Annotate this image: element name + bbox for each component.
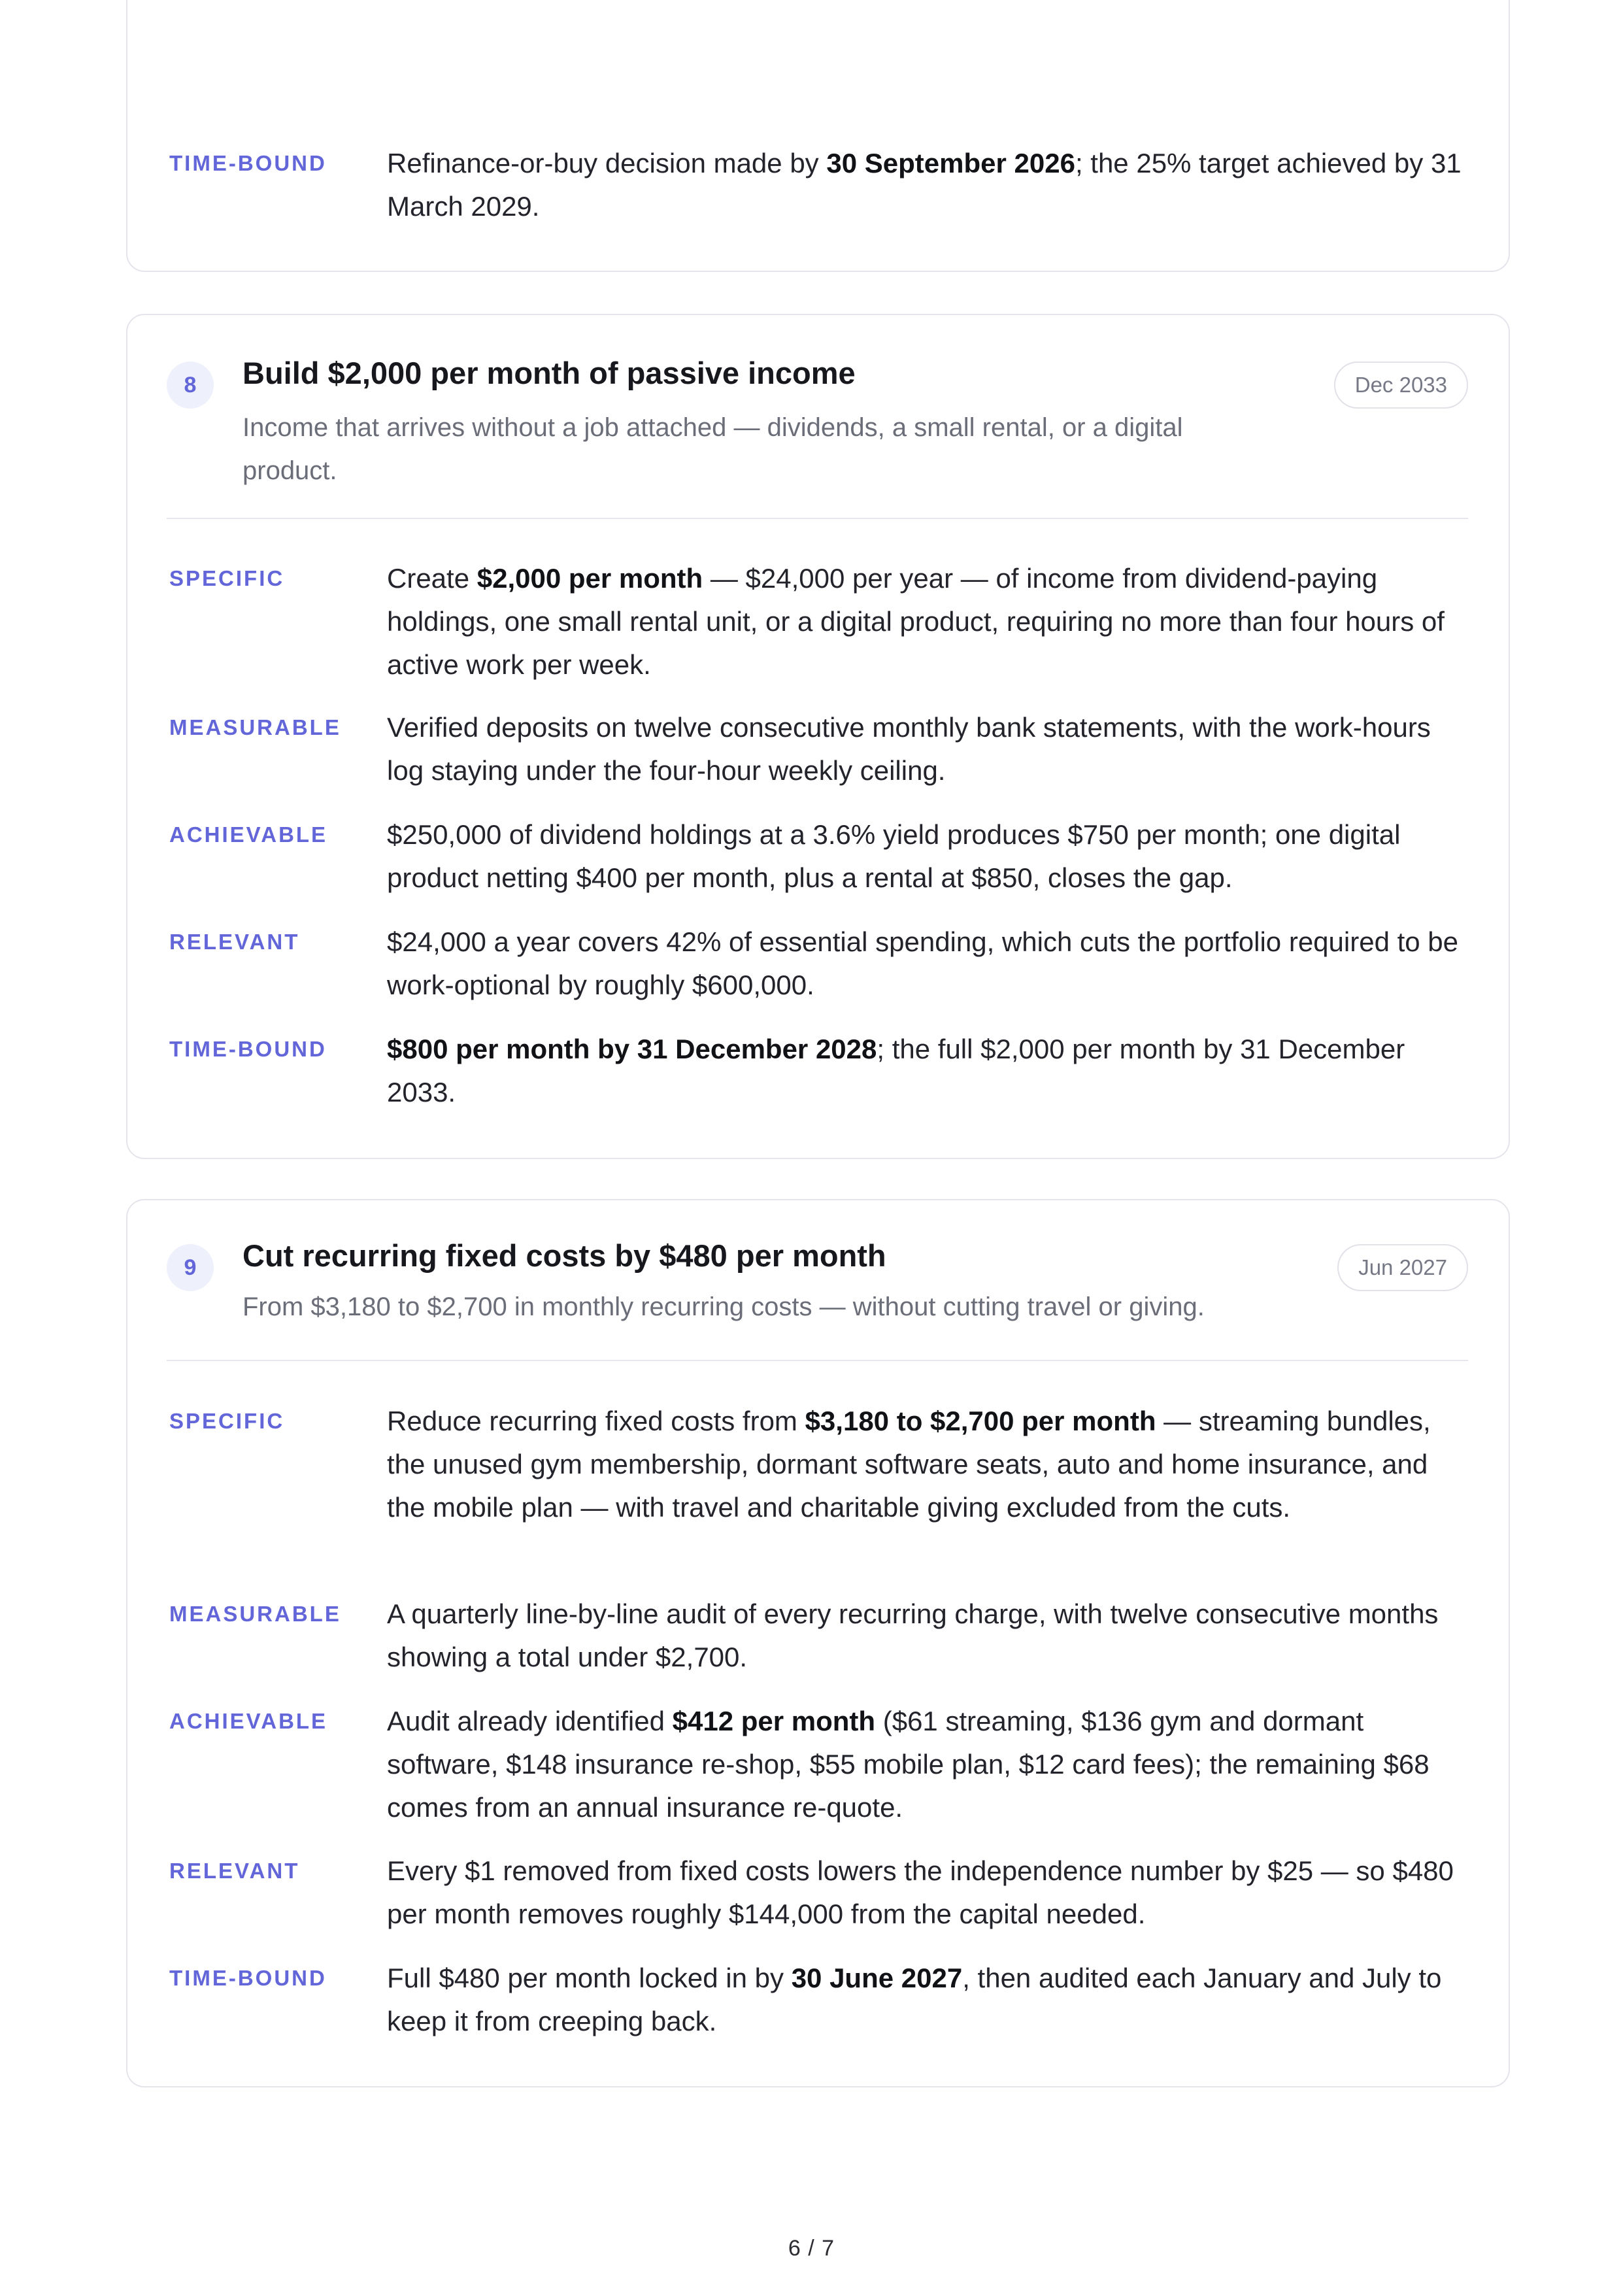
target-date-badge: Jun 2027 — [1337, 1244, 1468, 1291]
goal-number-badge: 8 — [167, 362, 214, 409]
row-text-plain: ; the 25% target achieved by 31 March 2029. — [387, 148, 1462, 222]
row-text — [387, 813, 1468, 900]
goal-title: Cut recurring fixed costs by $480 per month — [243, 1238, 886, 1273]
divider — [167, 1360, 1468, 1361]
row-text-plain: Full $480 per month locked in by — [387, 1963, 792, 1993]
row-label: TIME-BOUND — [169, 151, 327, 175]
goal-card-8 — [126, 314, 1510, 1159]
row-text-bold: $2,000 per month — [477, 563, 703, 594]
row-text — [387, 1028, 1468, 1114]
goal-card-9 — [126, 1199, 1510, 2087]
row-text-plain: $250,000 of dividend holdings at a 3.6% yield produces $750 per month; one digital product netting $400 per month, plus a rental at $850, closes the gap. — [387, 819, 1401, 893]
row-text-plain: Every $1 removed from fixed costs lowers the independence number by $25 — so $480 per month removes roughly $144,000 from the capital needed. — [387, 1855, 1454, 1929]
row-text-plain: Refinance-or-buy decision made by — [387, 148, 827, 178]
row-text-plain: $24,000 a year covers 42% of essential spending, which cuts the portfolio required to be work-optional by roughly $600,000. — [387, 926, 1459, 1000]
row-text — [387, 1957, 1468, 2043]
row-text — [387, 1700, 1468, 1829]
row-text — [387, 1400, 1468, 1529]
row-text-plain: A quarterly line-by-line audit of every recurring charge, with twelve consecutive months showing a total under $2,700. — [387, 1598, 1439, 1672]
row-text-plain: , then audited each January and July to keep it from creeping back. — [387, 1963, 1442, 2036]
row-label: ACHIEVABLE — [169, 822, 328, 847]
row-text-bold: $3,180 to $2,700 per month — [805, 1406, 1156, 1436]
goal-subtitle: Income that arrives without a job attached — dividends, a small rental, or a digital product. — [243, 413, 1183, 485]
row-text-plain: ; the full $2,000 per month by 31 December 2033. — [387, 1034, 1405, 1107]
goal-card-partial — [126, 0, 1510, 272]
row-label: TIME-BOUND — [169, 1037, 327, 1061]
row-text-plain: Verified deposits on twelve consecutive monthly bank statements, with the work-hours log staying under the four-hour weekly ceiling. — [387, 712, 1431, 786]
row-text-bold: 30 June 2027 — [791, 1963, 963, 1993]
row-text — [387, 1849, 1468, 1936]
row-label: SPECIFIC — [169, 1409, 285, 1433]
goal-subtitle: From $3,180 to $2,700 in monthly recurring costs — without cutting travel or giving. — [243, 1292, 1205, 1321]
row-label: RELEVANT — [169, 1859, 300, 1883]
row-label: SPECIFIC — [169, 566, 285, 590]
row-text-plain: Create — [387, 563, 477, 594]
goal-title: Build $2,000 per month of passive income — [243, 356, 856, 390]
row-label: ACHIEVABLE — [169, 1709, 328, 1733]
row-text-plain: — $24,000 per year — of income from dividend-paying holdings, one small rental unit, or a digital product, requiring no more than four hours of active work per week. — [387, 563, 1445, 680]
target-date-badge: Dec 2033 — [1334, 362, 1468, 409]
row-text — [387, 920, 1468, 1007]
row-label: RELEVANT — [169, 930, 300, 954]
row-text-bold: $800 per month by 31 December 2028 — [387, 1034, 877, 1064]
page-number: 6 / 7 — [788, 2236, 835, 2261]
row-text-plain: — streaming bundles, the unused gym membership, dormant software seats, auto and home insurance, and the mobile plan — with travel and charitable giving excluded from the cuts. — [387, 1406, 1431, 1523]
row-text — [387, 706, 1468, 792]
row-text — [387, 1593, 1468, 1679]
row-text-bold: 30 September 2026 — [826, 148, 1075, 178]
row-text-bold: $412 per month — [672, 1706, 876, 1736]
row-text-plain: Audit already identified — [387, 1706, 673, 1736]
divider — [167, 518, 1468, 519]
goal-number-badge: 9 — [167, 1244, 214, 1291]
row-text-plain: Reduce recurring fixed costs from — [387, 1406, 805, 1436]
row-text — [387, 142, 1468, 228]
row-label: MEASURABLE — [169, 715, 341, 739]
row-text — [387, 557, 1468, 686]
row-label: MEASURABLE — [169, 1602, 341, 1626]
row-label: TIME-BOUND — [169, 1966, 327, 1990]
row-text-plain: ($61 streaming, $136 gym and dormant software, $148 insurance re-shop, $55 mobile plan, $12 card fees); the remaining $68 comes from an annual insurance re-quote. — [387, 1706, 1430, 1823]
